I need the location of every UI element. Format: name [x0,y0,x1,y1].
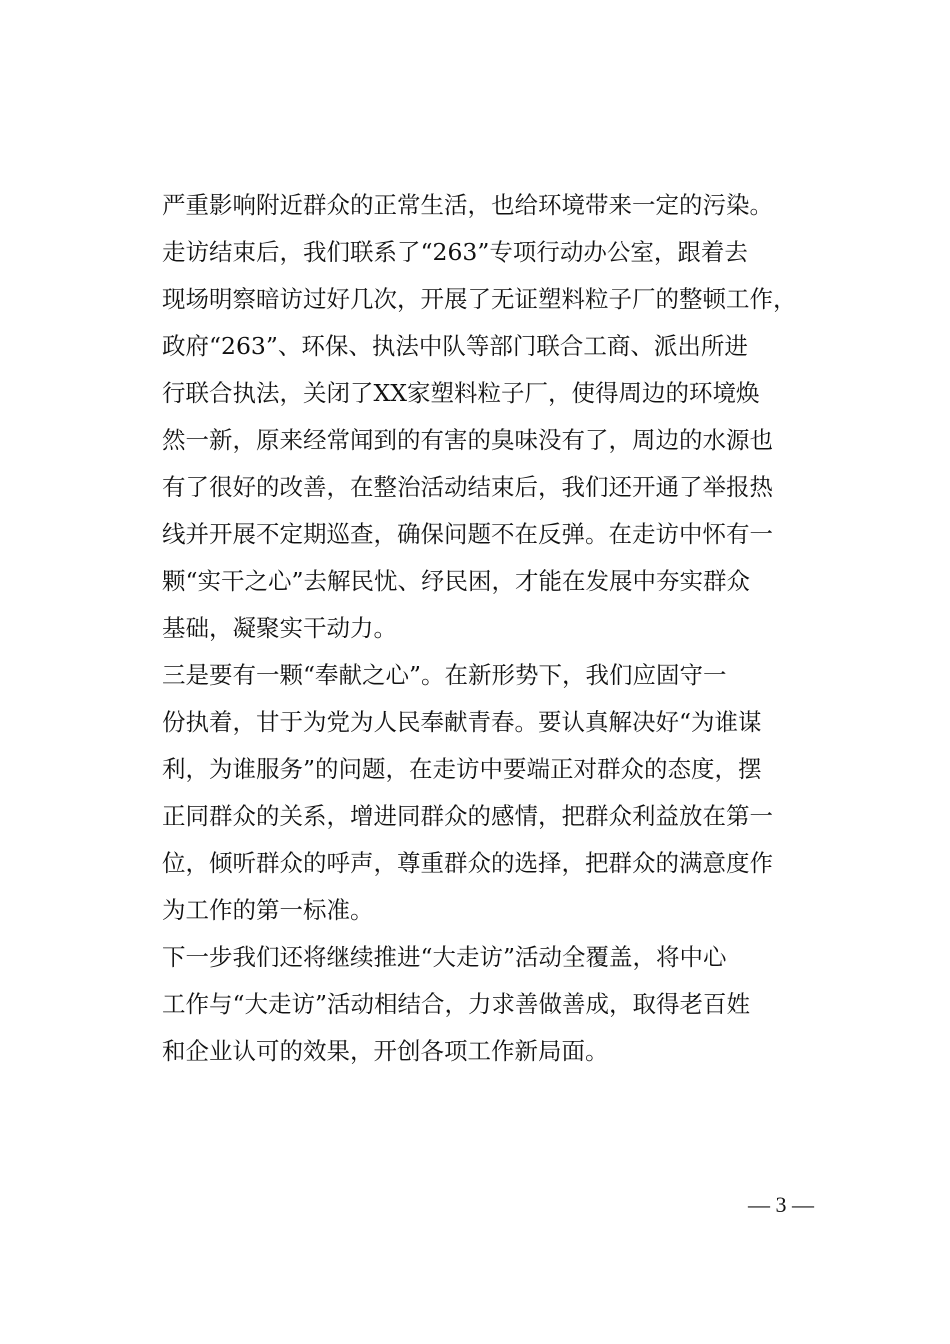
text-line: 工作与“大走访”活动相结合，力求善做善成，取得老百姓 [162,990,751,1018]
text-line: 和企业认可的效果，开创各项工作新局面。 [162,1037,609,1065]
text-line: 基础，凝聚实干动力。 [162,614,397,642]
text-line: 政府“263”、环保、执法中队等部门联合工商、派出所进 [162,332,748,360]
paragraph-start-line: 下一步我们还将继续推进“大走访”活动全覆盖，将中心 [162,943,727,971]
text-line: 位，倾听群众的呼声，尊重群众的选择，把群众的满意度作 [162,849,773,877]
text-line: 然一新，原来经常闻到的有害的臭味没有了，周边的水源也 [162,426,773,454]
text-line: 为工作的第一标准。 [162,896,374,924]
text-line: 行联合执法，关闭了XX家塑料粒子厂，使得周边的环境焕 [162,379,760,407]
text-line: 有了很好的改善，在整治活动结束后，我们还开通了举报热 [162,473,773,501]
text-line: 线并开展不定期巡查，确保问题不在反弹。在走访中怀有一 [162,520,773,548]
text-line: 份执着，甘于为党为人民奉献青春。要认真解决好“为谁谋 [162,708,762,736]
text-line: 走访结束后，我们联系了“263”专项行动办公室，跟着去 [162,238,748,266]
body-text [162,182,842,1075]
text-line: 严重影响附近群众的正常生活，也给环境带来一定的污染。 [162,191,773,219]
text-line: 颗“实干之心”去解民忧、纾民困，才能在发展中夯实群众 [162,567,751,595]
text-line: 现场明察暗访过好几次，开展了无证塑料粒子厂的整顿工作， [162,285,797,313]
text-line: 正同群众的关系，增进同群众的感情，把群众利益放在第一 [162,802,773,830]
text-line: 利，为谁服务”的问题，在走访中要端正对群众的态度，摆 [162,755,762,783]
page-number: — 3 — [748,1192,814,1217]
paragraph-start-line: 三是要有一颗“奉献之心”。在新形势下，我们应固守一 [162,661,727,689]
